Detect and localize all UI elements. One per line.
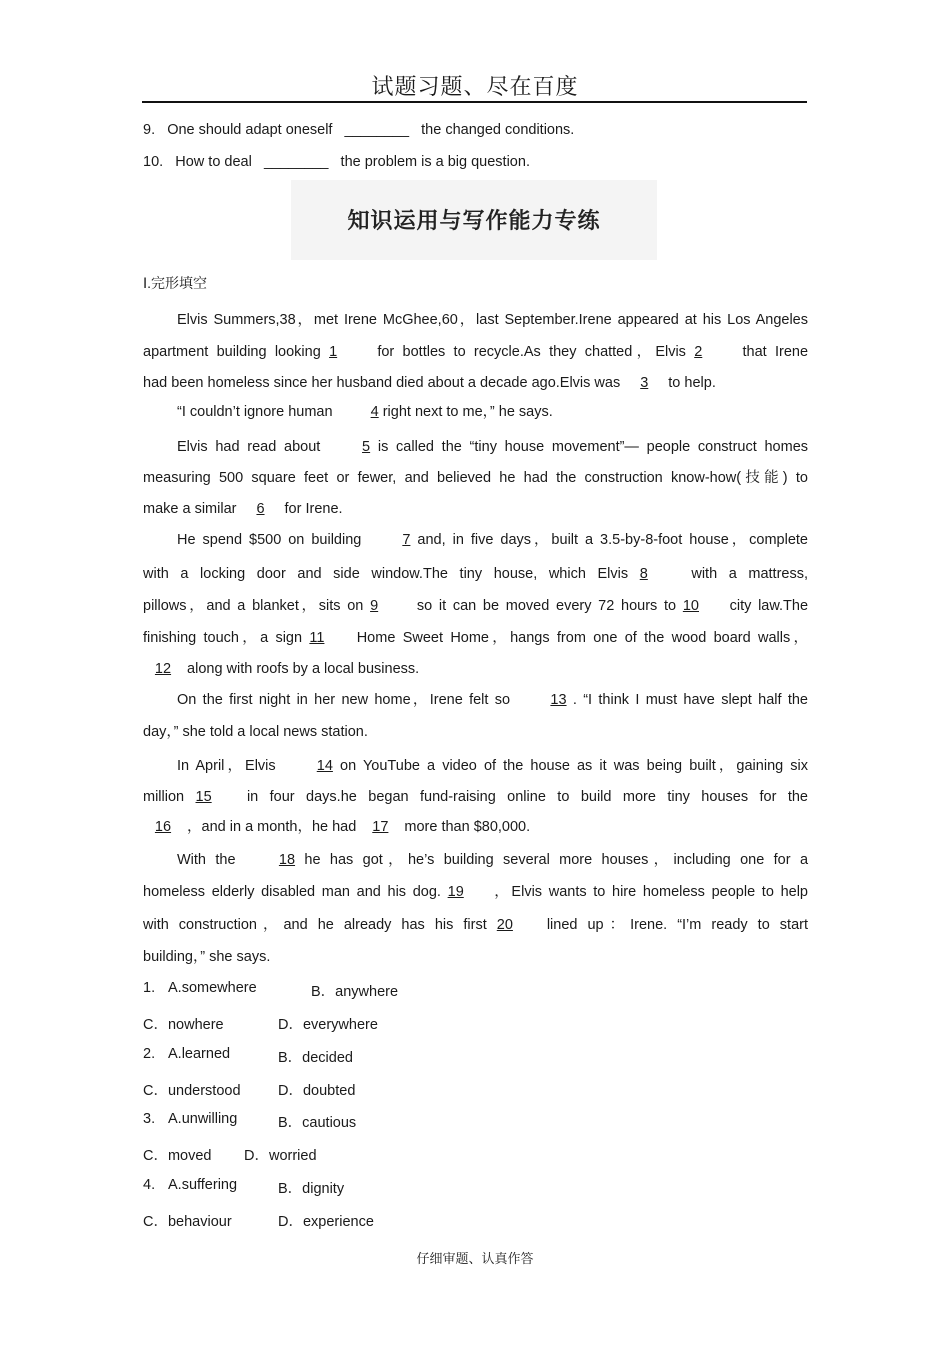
option-b[interactable]: B．dignity bbox=[278, 1181, 345, 1197]
question-number: 10. bbox=[143, 154, 164, 170]
page-header-title: 试题习题、尽在百度 bbox=[371, 75, 579, 100]
passage-text: Elvis Summers,38，met Irene McGhee,60，last September.Irene appeared at his Los Angeles bbox=[177, 312, 808, 328]
passage-line bbox=[143, 628, 808, 648]
option-a[interactable]: A.somewhere bbox=[168, 980, 257, 996]
passage-text: he has got，he’s building several more houses，including one for a bbox=[304, 852, 809, 868]
option-number: 4. bbox=[143, 1177, 156, 1193]
passage-text: city law.The bbox=[729, 598, 809, 614]
passage-text: in four days.he began fund-raising online to build more tiny houses for the bbox=[246, 789, 808, 805]
cloze-blank[interactable]: 9 bbox=[370, 598, 379, 614]
cloze-blank[interactable]: 10 bbox=[682, 598, 699, 614]
cloze-blank[interactable]: 12 bbox=[154, 661, 172, 677]
passage-line bbox=[143, 915, 808, 935]
passage-line bbox=[143, 437, 808, 457]
passage-line bbox=[143, 690, 808, 710]
passage-line bbox=[143, 564, 808, 584]
passage-line bbox=[143, 787, 808, 807]
passage-text: Elvis had read about bbox=[177, 439, 321, 455]
passage-text: million bbox=[143, 789, 185, 805]
option-d[interactable]: D．experience bbox=[278, 1214, 374, 1230]
passage-text: finishing touch，a sign bbox=[143, 630, 303, 646]
cloze-blank[interactable]: 1 bbox=[329, 344, 338, 360]
section-banner bbox=[291, 180, 657, 260]
passage-line bbox=[143, 468, 808, 488]
answer-blank[interactable]: ________ bbox=[344, 122, 410, 138]
option-b[interactable]: B．anywhere bbox=[311, 984, 399, 1000]
passage-text: more than $80,000. bbox=[404, 819, 531, 835]
passage-text: with a locking door and side window.The tiny house, which Elvis bbox=[143, 566, 629, 582]
passage-text: is called the “tiny house movement”— people construct homes bbox=[377, 439, 809, 455]
page-footer: 仔细审题、认真作答 bbox=[416, 1252, 534, 1267]
passage-text: homeless elderly disabled man and his dog. bbox=[143, 884, 441, 900]
header-divider bbox=[142, 101, 807, 103]
section-title: Ⅰ.完形填空 bbox=[143, 275, 208, 291]
option-number: 1. bbox=[143, 980, 156, 996]
passage-line bbox=[143, 596, 808, 616]
option-c[interactable]: C．understood bbox=[143, 1083, 241, 1099]
passage-text: right next to me，” he says. bbox=[382, 404, 553, 420]
passage-text: ，Elvis wants to hire homeless people to help bbox=[494, 884, 808, 900]
passage-text: measuring 500 square feet or fewer, and believed he had the construction know-how(技能) to bbox=[143, 470, 808, 486]
option-number: 3. bbox=[143, 1111, 156, 1127]
passage-line bbox=[143, 373, 808, 393]
option-c[interactable]: C．nowhere bbox=[143, 1017, 224, 1033]
passage-text: along with roofs by a local business. bbox=[187, 661, 420, 677]
question-number: 9. bbox=[143, 122, 156, 138]
passage-line bbox=[143, 342, 808, 362]
cloze-blank[interactable]: 15 bbox=[195, 789, 212, 805]
cloze-blank[interactable]: 11 bbox=[309, 630, 325, 646]
passage-text: day，” she told a local news station. bbox=[143, 724, 368, 740]
cloze-blank[interactable]: 5 bbox=[362, 439, 371, 455]
passage-text: In April，Elvis bbox=[177, 758, 276, 774]
passage-line bbox=[143, 659, 808, 679]
option-c[interactable]: C．behaviour bbox=[143, 1214, 232, 1230]
cloze-blank[interactable]: 20 bbox=[496, 917, 513, 933]
cloze-blank[interactable]: 6 bbox=[256, 501, 265, 517]
option-c[interactable]: C．moved bbox=[143, 1148, 212, 1164]
passage-line bbox=[143, 756, 808, 776]
cloze-blank[interactable]: 4 bbox=[370, 404, 379, 420]
passage-text: Home Sweet Home，hangs from one of the wood board walls， bbox=[356, 630, 809, 646]
cloze-blank[interactable]: 17 bbox=[372, 819, 389, 835]
passage-text: had been homeless since her husband died about a decade ago.Elvis was bbox=[143, 375, 621, 391]
passage-text: for bottles to recycle.As they chatted，Elvis bbox=[377, 344, 686, 360]
cloze-blank[interactable]: 8 bbox=[639, 566, 648, 582]
passage-line bbox=[143, 499, 808, 519]
passage-text: With the bbox=[177, 852, 236, 868]
passage-text: On the first night in her new home，Irene felt so bbox=[177, 692, 511, 708]
passage-text: ，and in a month，he had bbox=[187, 819, 357, 835]
option-number: 2. bbox=[143, 1046, 156, 1062]
answer-blank[interactable]: ________ bbox=[263, 154, 329, 170]
option-d[interactable]: D．worried bbox=[244, 1148, 317, 1164]
passage-text: He spend $500 on building bbox=[177, 532, 362, 548]
cloze-blank[interactable]: 7 bbox=[402, 532, 411, 548]
passage-line bbox=[143, 530, 808, 550]
question-text: One should adapt oneself bbox=[167, 122, 333, 138]
cloze-blank[interactable]: 14 bbox=[316, 758, 333, 774]
passage-text: . “I think I must have slept half the bbox=[572, 692, 808, 708]
passage-text: to help. bbox=[668, 375, 716, 391]
option-b[interactable]: B．decided bbox=[278, 1050, 353, 1066]
passage-line bbox=[143, 947, 808, 967]
cloze-blank[interactable]: 13 bbox=[550, 692, 567, 708]
passage-text: apartment building looking bbox=[143, 344, 321, 360]
cloze-blank[interactable]: 19 bbox=[447, 884, 464, 900]
option-d[interactable]: D．doubted bbox=[278, 1083, 356, 1099]
option-a[interactable]: A.unwilling bbox=[168, 1111, 238, 1127]
passage-text: “I couldn’t ignore human bbox=[177, 404, 333, 420]
passage-text: pillows，and a blanket，sits on bbox=[143, 598, 364, 614]
passage-line bbox=[143, 817, 808, 837]
question-10 bbox=[143, 152, 808, 172]
passage-text: make a similar bbox=[143, 501, 237, 517]
question-text: the changed conditions. bbox=[421, 122, 575, 138]
passage-line bbox=[143, 722, 808, 742]
passage-text: building，” she says. bbox=[143, 949, 271, 965]
passage-text: so it can be moved every 72 hours to bbox=[416, 598, 677, 614]
question-text: the problem is a big question. bbox=[340, 154, 530, 170]
cloze-blank[interactable]: 16 bbox=[154, 819, 172, 835]
passage-text: for Irene. bbox=[284, 501, 343, 517]
passage-text: lined up：Irene. “I’m ready to start bbox=[546, 917, 808, 933]
question-9 bbox=[143, 120, 808, 140]
passage-line bbox=[143, 402, 808, 422]
passage-text: with construction，and he already has his first bbox=[143, 917, 487, 933]
cloze-blank[interactable]: 2 bbox=[694, 344, 703, 360]
option-d[interactable]: D．everywhere bbox=[278, 1017, 378, 1033]
question-text: How to deal bbox=[175, 154, 252, 170]
passage-line bbox=[143, 850, 808, 870]
passage-text: with a mattress, bbox=[691, 566, 809, 582]
option-b[interactable]: B．cautious bbox=[278, 1115, 357, 1131]
cloze-blank[interactable]: 3 bbox=[640, 375, 649, 391]
passage-text: that Irene bbox=[742, 344, 809, 360]
passage-line bbox=[143, 310, 808, 330]
option-a[interactable]: A.suffering bbox=[168, 1177, 238, 1193]
passage-text: and, in five days，built a 3.5-by-8-foot house，complete bbox=[417, 532, 808, 548]
option-a[interactable]: A.learned bbox=[168, 1046, 231, 1062]
cloze-blank[interactable]: 18 bbox=[278, 852, 296, 868]
passage-text: on YouTube a video of the house as it was being built，gaining six bbox=[340, 758, 809, 774]
banner-title: 知识运用与写作能力专练 bbox=[347, 209, 601, 234]
passage-line bbox=[143, 882, 808, 902]
